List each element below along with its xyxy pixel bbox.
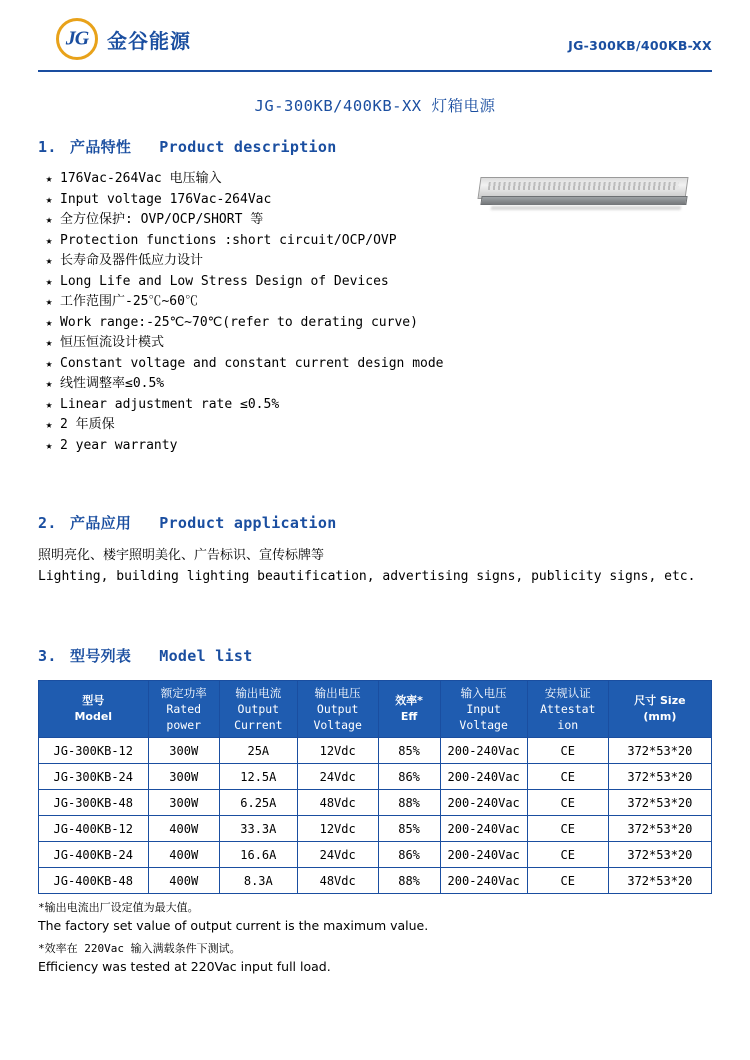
cell-input-voltage: 200-240Vac	[440, 764, 527, 790]
cell-input-voltage: 200-240Vac	[440, 842, 527, 868]
column-header-output-voltage	[297, 681, 378, 738]
list-item	[38, 415, 712, 436]
cell-output-voltage: 24Vdc	[297, 842, 378, 868]
cell-output-current: 16.6A	[219, 842, 297, 868]
table-row	[39, 764, 712, 790]
section-title-cn: 产品应用	[70, 514, 132, 532]
column-header-line2: Input	[466, 702, 501, 716]
column-header-line1: 安规认证	[544, 686, 591, 700]
cell-output-voltage: 12Vdc	[297, 816, 378, 842]
feature-text: Work range:-25℃~70℃(refer to derating curve)	[60, 314, 418, 330]
header-model-code: JG-300KB/400KB-XX	[568, 38, 712, 53]
column-header-line2: Eff	[400, 710, 418, 723]
feature-text: 176Vac-264Vac 电压输入	[60, 171, 222, 186]
cell-size: 372*53*20	[608, 790, 711, 816]
cell-output-current: 8.3A	[219, 868, 297, 894]
star-icon: ★	[45, 438, 53, 452]
cell-efficiency: 85%	[378, 816, 440, 842]
page-title: JG-300KB/400KB-XX 灯箱电源	[254, 97, 496, 115]
column-header-size	[608, 681, 711, 738]
cell-size: 372*53*20	[608, 764, 711, 790]
feature-text: 全方位保护: OVP/OCP/SHORT 等	[60, 212, 264, 227]
column-header-line1: 输出电流	[235, 686, 282, 700]
table-row	[39, 790, 712, 816]
section-number: 3.	[38, 647, 57, 665]
star-icon: ★	[45, 377, 53, 390]
column-header-line1: 输出电压	[314, 686, 361, 700]
product-photo	[479, 171, 694, 216]
cell-attestation: CE	[527, 738, 608, 764]
feature-text: Long Life and Low Stress Design of Devices	[60, 273, 389, 289]
column-header-line3: power	[166, 718, 202, 732]
cell-attestation: CE	[527, 842, 608, 868]
application-text-en: Lighting, building lighting beautification, advertising signs, publicity signs, etc.	[38, 569, 696, 584]
list-item	[38, 354, 712, 375]
section-heading-model-list	[38, 645, 712, 666]
column-header-line1: 额定功率	[160, 686, 207, 700]
list-item	[38, 272, 712, 293]
product-photo-shadow	[491, 206, 682, 210]
feature-text: 工作范围广-25℃~60℃	[60, 294, 198, 309]
column-header-line2: (mm)	[643, 710, 677, 723]
table-header-row	[39, 681, 712, 738]
cell-efficiency: 88%	[378, 868, 440, 894]
table-row	[39, 842, 712, 868]
feature-text: Linear adjustment rate ≤0.5%	[60, 396, 280, 412]
list-item	[38, 436, 712, 457]
section-title-en: Model list	[159, 647, 253, 665]
cell-output-current: 25A	[219, 738, 297, 764]
feature-text: 长寿命及器件低应力设计	[60, 253, 204, 268]
application-text-cn: 照明亮化、楼宇照明美化、广告标识、宣传标牌等	[38, 548, 325, 563]
cell-output-current: 12.5A	[219, 764, 297, 790]
cell-attestation: CE	[527, 816, 608, 842]
cell-model: JG-400KB-12	[39, 816, 149, 842]
feature-text: Protection functions :short circuit/OCP/OVP	[60, 232, 397, 248]
star-icon: ★	[45, 418, 53, 431]
logo-mark-icon	[56, 18, 98, 60]
list-item	[38, 231, 712, 252]
column-header-line3: Current	[234, 718, 283, 732]
column-header-rated-power	[148, 681, 219, 738]
table-row	[39, 868, 712, 894]
cell-input-voltage: 200-240Vac	[440, 790, 527, 816]
company-logo	[56, 18, 191, 60]
cell-output-voltage: 48Vdc	[297, 790, 378, 816]
cell-rated-power: 400W	[148, 868, 219, 894]
cell-efficiency: 86%	[378, 842, 440, 868]
company-name: 金谷能源	[107, 28, 191, 53]
column-header-line2: Output	[237, 702, 280, 716]
section-title-cn: 型号列表	[70, 647, 132, 665]
column-header-line2: Rated	[166, 702, 202, 716]
cell-output-voltage: 24Vdc	[297, 764, 378, 790]
cell-attestation: CE	[527, 868, 608, 894]
cell-size: 372*53*20	[608, 738, 711, 764]
column-header-line3: ion	[557, 718, 579, 732]
feature-text: Constant voltage and constant current design mode	[60, 355, 444, 371]
star-icon: ★	[45, 397, 53, 411]
cell-model: JG-400KB-24	[39, 842, 149, 868]
feature-text: 2 year warranty	[60, 437, 178, 453]
cell-rated-power: 400W	[148, 816, 219, 842]
column-header-line3: Voltage	[313, 718, 362, 732]
column-header-line1: 型号	[82, 694, 105, 707]
column-header-line3: Voltage	[459, 718, 508, 732]
page-header	[38, 0, 712, 72]
cell-size: 372*53*20	[608, 816, 711, 842]
section-number: 2.	[38, 514, 57, 532]
column-header-line1: 尺寸 Size	[634, 694, 686, 707]
feature-text: 线性调整率≤0.5%	[60, 376, 165, 391]
cell-efficiency: 86%	[378, 764, 440, 790]
star-icon: ★	[45, 356, 53, 370]
cell-attestation: CE	[527, 764, 608, 790]
star-icon: ★	[45, 315, 53, 329]
cell-model: JG-300KB-12	[39, 738, 149, 764]
column-header-output-current	[219, 681, 297, 738]
table-body	[39, 738, 712, 894]
column-header-model	[39, 681, 149, 738]
cell-output-voltage: 48Vdc	[297, 868, 378, 894]
cell-model: JG-300KB-48	[39, 790, 149, 816]
cell-output-voltage: 12Vdc	[297, 738, 378, 764]
column-header-line2: Attestat	[540, 702, 596, 716]
star-icon: ★	[45, 274, 53, 288]
section-heading-application	[38, 512, 712, 533]
cell-size: 372*53*20	[608, 868, 711, 894]
column-header-line1: 效率*	[395, 694, 423, 707]
cell-efficiency: 88%	[378, 790, 440, 816]
table-row	[39, 738, 712, 764]
list-item	[38, 395, 712, 416]
list-item	[38, 333, 712, 354]
cell-input-voltage: 200-240Vac	[440, 868, 527, 894]
section-title-en: Product application	[159, 514, 337, 532]
section-number: 1.	[38, 138, 57, 156]
list-item	[38, 374, 712, 395]
table-note-en-2: Efficiency was tested at 220Vac input full load.	[38, 959, 331, 974]
feature-list	[38, 169, 712, 456]
star-icon: ★	[45, 233, 53, 247]
table-header	[39, 681, 712, 738]
table-note-en-1: The factory set value of output current is the maximum value.	[38, 918, 429, 933]
cell-model: JG-400KB-48	[39, 868, 149, 894]
logo-mark-text: JG	[65, 27, 89, 50]
cell-input-voltage: 200-240Vac	[440, 816, 527, 842]
cell-rated-power: 300W	[148, 764, 219, 790]
feature-text: 恒压恒流设计模式	[60, 335, 165, 350]
column-header-line2: Model	[74, 710, 113, 723]
feature-text: Input voltage 176Vac-264Vac	[60, 191, 272, 207]
column-header-attestation	[527, 681, 608, 738]
cell-output-current: 33.3A	[219, 816, 297, 842]
section-title-en: Product description	[159, 138, 337, 156]
header-divider	[38, 70, 712, 72]
star-icon: ★	[45, 213, 53, 226]
section-heading-description	[38, 136, 712, 157]
cell-rated-power: 300W	[148, 790, 219, 816]
cell-attestation: CE	[527, 790, 608, 816]
column-header-line1: 输入电压	[460, 686, 507, 700]
cell-input-voltage: 200-240Vac	[440, 738, 527, 764]
column-header-line2: Output	[316, 702, 359, 716]
list-item	[38, 251, 712, 272]
column-header-efficiency	[378, 681, 440, 738]
model-list-table	[38, 680, 712, 894]
cell-output-current: 6.25A	[219, 790, 297, 816]
cell-rated-power: 300W	[148, 738, 219, 764]
product-photo-front	[480, 196, 687, 205]
table-note-cn-2: *效率在 220Vac 输入满载条件下测试。	[38, 942, 241, 955]
star-icon: ★	[45, 192, 53, 206]
cell-model: JG-300KB-24	[39, 764, 149, 790]
cell-size: 372*53*20	[608, 842, 711, 868]
cell-efficiency: 85%	[378, 738, 440, 764]
list-item	[38, 292, 712, 313]
column-header-input-voltage	[440, 681, 527, 738]
table-note-cn-1: *输出电流出厂设定值为最大值。	[38, 901, 199, 914]
star-icon: ★	[45, 295, 53, 308]
table-row	[39, 816, 712, 842]
cell-rated-power: 400W	[148, 842, 219, 868]
list-item	[38, 313, 712, 334]
star-icon: ★	[45, 254, 53, 267]
feature-text: 2 年质保	[60, 417, 115, 432]
section-title-cn: 产品特性	[70, 138, 132, 156]
star-icon: ★	[45, 172, 53, 185]
star-icon: ★	[45, 336, 53, 349]
